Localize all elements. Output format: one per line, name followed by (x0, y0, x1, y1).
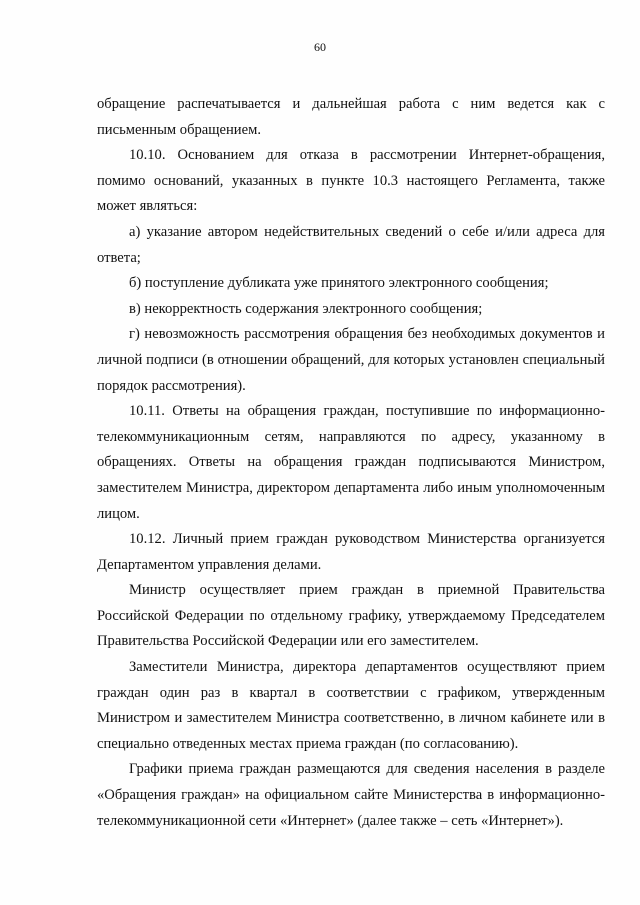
paragraph-10-11: 10.11. Ответы на обращения граждан, поступившие по информационно-телекоммуникационным сетям, направляются по адресу, указанному в обращениях. Ответы на обращения граждан подписываются Министром, заместителем Министра, директором департамента либо иным уполномоченным лицом. (97, 403, 605, 522)
paragraph-schedules: Графики приема граждан размещаются для сведения населения в разделе «Обращения граждан» на официальном сайте Министерства в информационно-телекоммуникационной сети «Интернет» (далее также – сеть «Интернет»). (97, 761, 605, 829)
paragraph-minister-reception: Министр осуществляет прием граждан в приемной Правительства Российской Федерации по отдельному графику, утверждаемому Председателем Правительства Российской Федерации или его заместителем. (97, 582, 605, 650)
paragraph-10-12: 10.12. Личный прием граждан руководством Министерства организуется Департаментом управления делами. (97, 531, 605, 573)
paragraph-continuation: обращение распечатывается и дальнейшая работа с ним ведется как с письменным обращением. (97, 96, 605, 138)
page-number: 60 (314, 40, 326, 54)
paragraph-item-a: а) указание автором недействительных сведений о себе и/или адреса для ответа; (97, 223, 605, 266)
paragraph-10-10: 10.10. Основанием для отказа в рассмотрении Интернет-обращения, помимо оснований, указанных в пункте 10.3 настоящего Регламента, также может являться: (97, 147, 605, 215)
document-body (97, 92, 605, 834)
paragraph-item-g: г) невозможность рассмотрения обращения без необходимых документов и личной подписи (в отношении обращений, для которых установлен специальный порядок рассмотрения). (97, 326, 605, 394)
paragraph-deputies-reception: Заместители Министра, директора департаментов осуществляют прием граждан один раз в квартал в соответствии с графиком, утвержденным Министром и заместителем Министра соответственно, в личном кабинете или в специально отведенных местах приема граждан (по согласованию). (97, 659, 605, 752)
paragraph-item-v: в) некорректность содержания электронного сообщения; (129, 300, 483, 317)
paragraph-item-b: б) поступление дубликата уже принятого электронного сообщения; (129, 275, 549, 292)
